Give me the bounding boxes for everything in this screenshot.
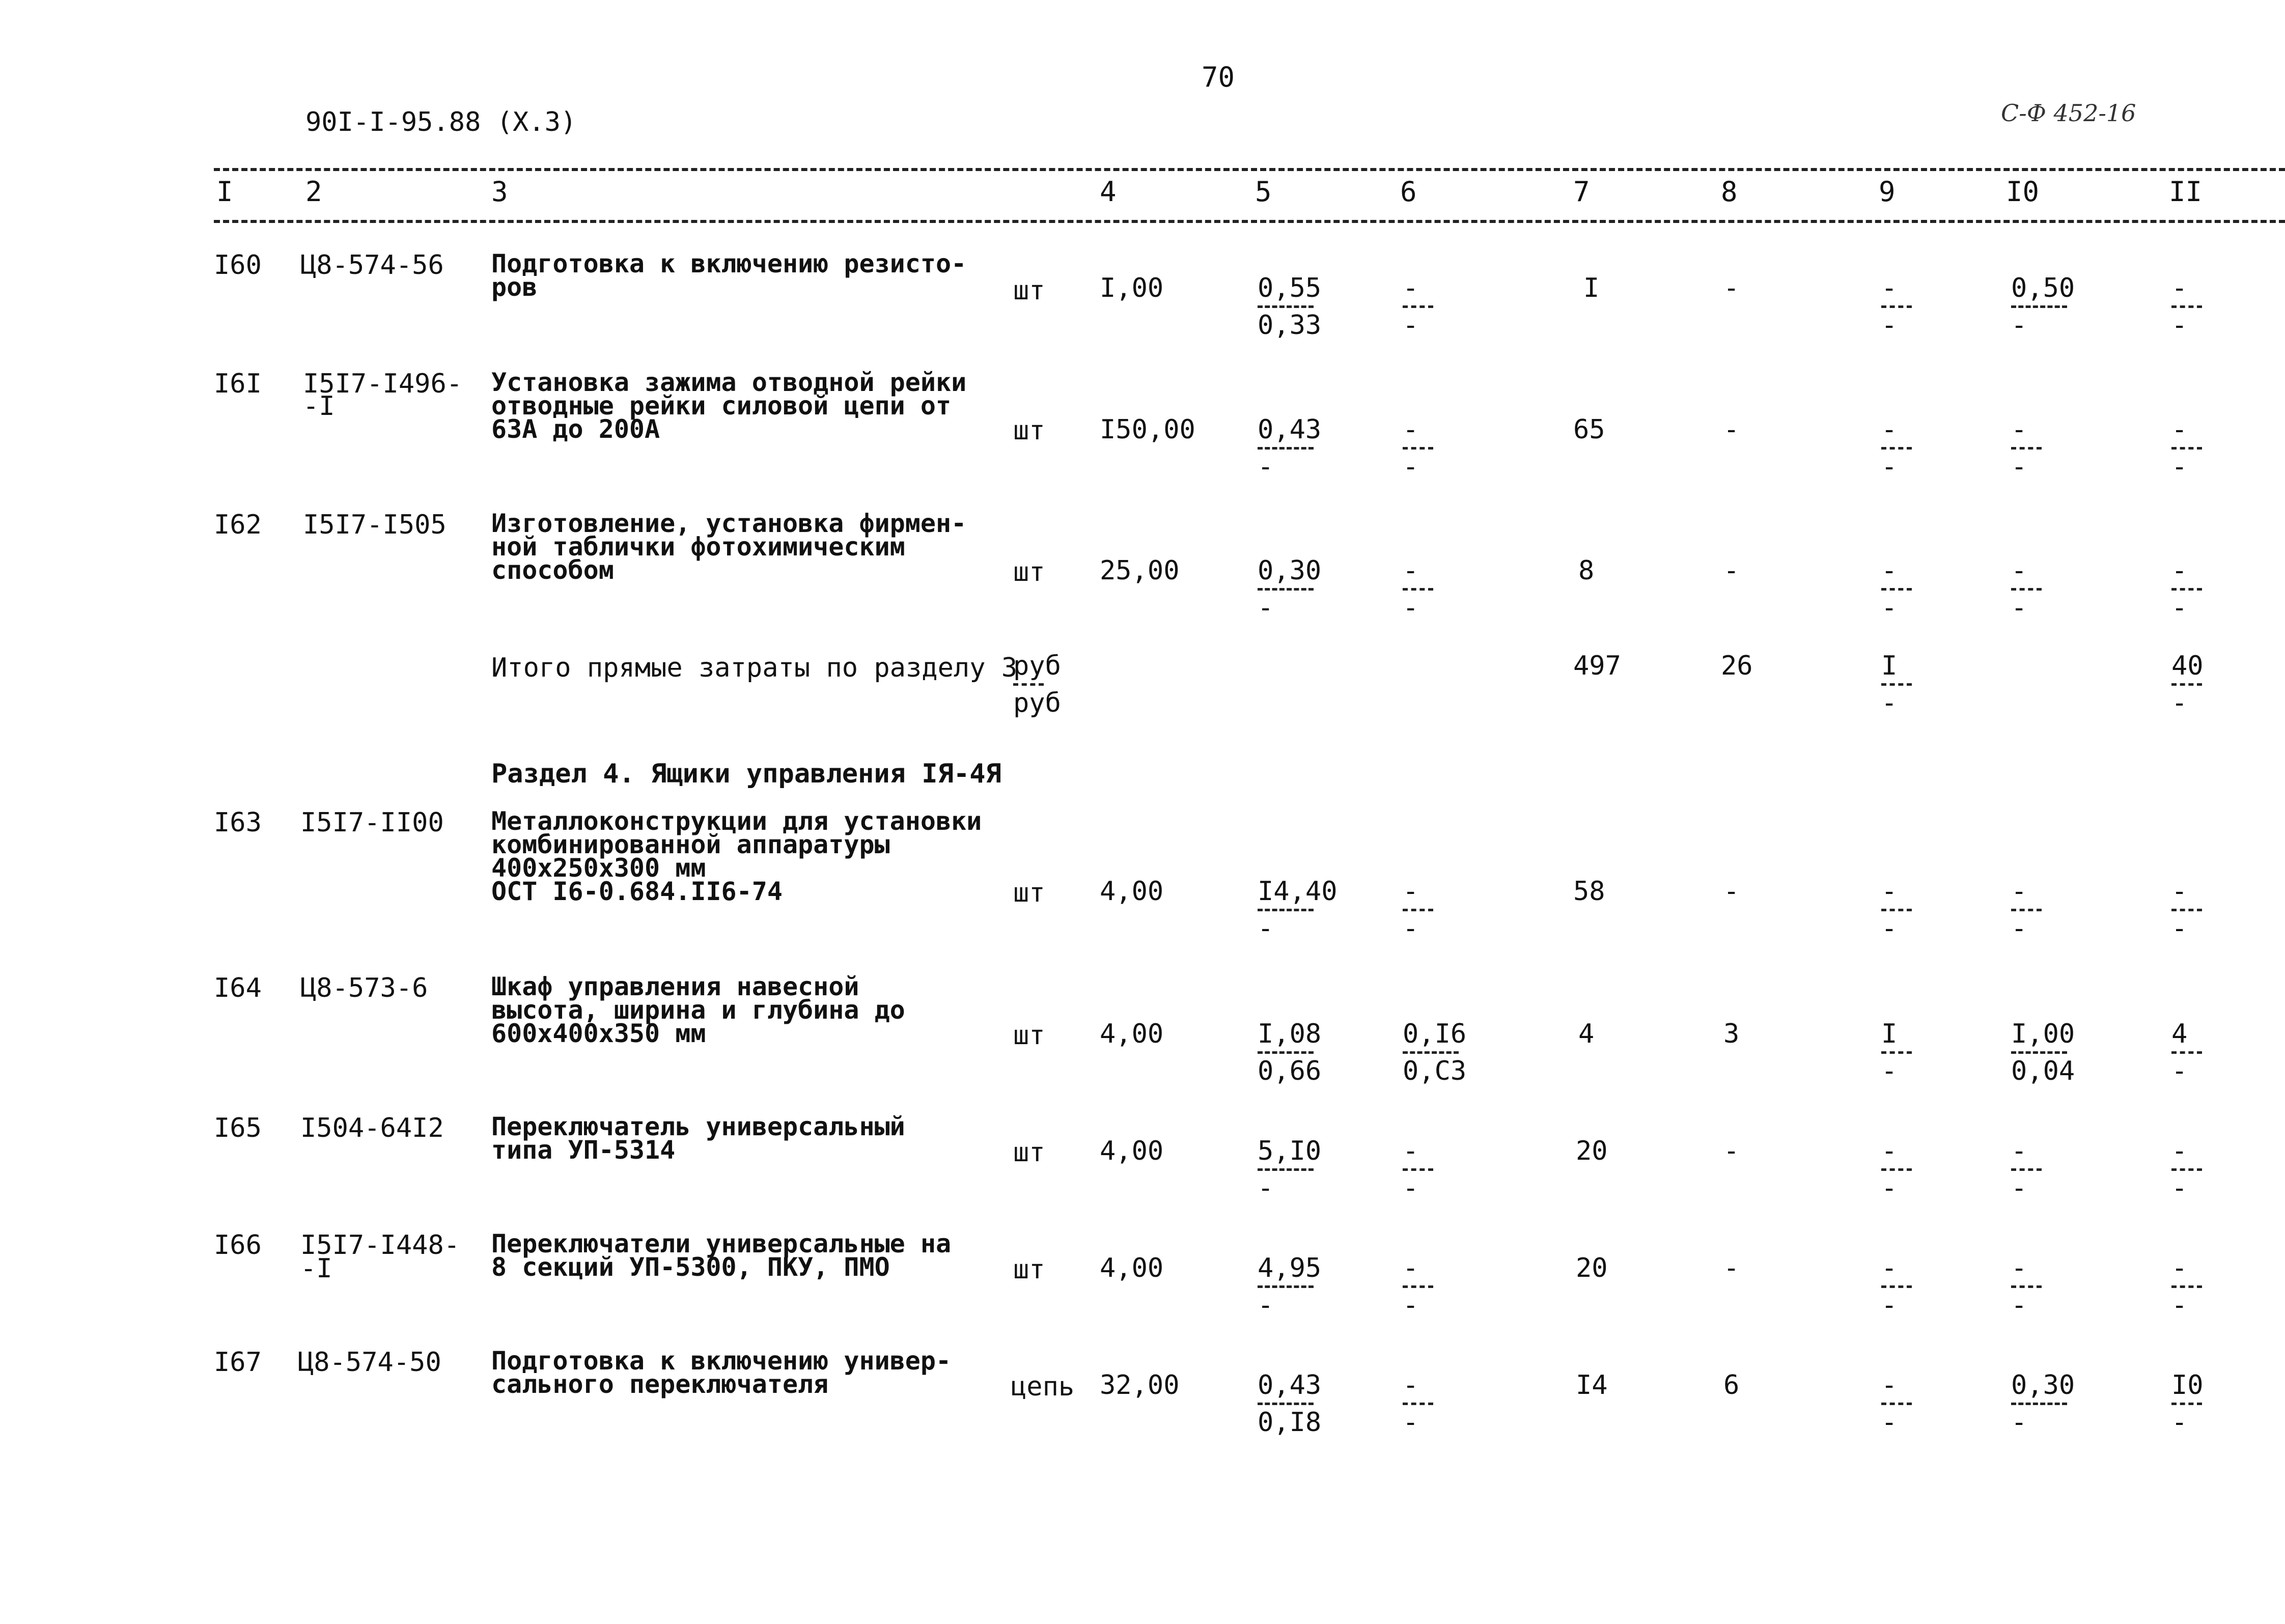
- row-number: I63: [214, 807, 262, 838]
- quantity: 25,00: [1100, 555, 1180, 586]
- col5-value: I4,40 -: [1258, 876, 1337, 944]
- total-col8: 26: [1721, 651, 1753, 681]
- unit: шт: [1013, 275, 1045, 306]
- total-col9: I -: [1881, 653, 1912, 718]
- col11-value: - -: [2171, 878, 2202, 944]
- col-head-4: 4: [1100, 176, 1117, 208]
- col9-value: - -: [1881, 275, 1912, 341]
- col6-value: - -: [1403, 557, 1433, 623]
- header-bottom-rule: [214, 220, 2285, 223]
- item-description: Подготовка к включению универ- сального переключателя: [491, 1346, 952, 1399]
- col9-value: - -: [1881, 557, 1912, 623]
- unit: цепь: [1011, 1371, 1075, 1402]
- col-head-6: 6: [1400, 176, 1417, 208]
- price-code: Ц8-574-50: [298, 1347, 441, 1378]
- col10-value: I,00 0,04: [2011, 1019, 2075, 1086]
- price-code: I5I7-I448-: [300, 1230, 460, 1261]
- col8-value: -: [1723, 414, 1740, 445]
- quantity: 4,00: [1100, 876, 1164, 907]
- col8-value: -: [1723, 273, 1740, 303]
- unit: шт: [1013, 878, 1045, 908]
- item-description: Изготовление, установка фирмен- ной таблички фотохимическим способом: [491, 509, 967, 585]
- total-col11: 40 -: [2171, 651, 2204, 718]
- col9-value: - -: [1881, 878, 1912, 944]
- unit: шт: [1013, 415, 1045, 446]
- price-code-continuation: -I: [300, 1253, 332, 1284]
- quantity: 4,00: [1100, 1136, 1164, 1166]
- col-head-11: II: [2169, 176, 2203, 208]
- section-title: Раздел 4. Ящики управления IЯ-4Я: [491, 759, 1001, 789]
- col10-value: 0,50 -: [2011, 273, 2075, 341]
- col11-value: - -: [2171, 416, 2202, 482]
- row-number: I62: [214, 510, 262, 540]
- item-description: Металлоконструкции для установки комбинированной аппаратуры 400х250х300 мм ОСТ I6-0.684.II6-74: [491, 806, 982, 906]
- col8-value: -: [1723, 1253, 1740, 1283]
- price-code: Ц8-573-6: [300, 973, 428, 1003]
- col11-value: - -: [2171, 1255, 2202, 1321]
- col-head-2: 2: [305, 176, 322, 208]
- quantity: I,00: [1100, 273, 1164, 303]
- col5-value: 5,I0 -: [1258, 1136, 1322, 1203]
- row-number: I64: [214, 973, 262, 1003]
- col7-value: 8: [1578, 555, 1595, 586]
- col7-value: 58: [1573, 876, 1605, 907]
- unit: шт: [1013, 1137, 1045, 1168]
- col5-value: I,08 0,66: [1258, 1019, 1322, 1086]
- col6-value: - -: [1403, 416, 1433, 482]
- col8-value: -: [1723, 1136, 1740, 1166]
- col-head-7: 7: [1573, 176, 1590, 208]
- unit: шт: [1013, 557, 1045, 587]
- quantity: 32,00: [1100, 1370, 1180, 1401]
- col8-value: 3: [1723, 1019, 1740, 1049]
- col7-value: I: [1583, 273, 1600, 303]
- row-number: I65: [214, 1113, 262, 1143]
- col9-value: - -: [1881, 1138, 1912, 1203]
- col5-value: 0,43 0,I8: [1258, 1370, 1322, 1438]
- col11-value: - -: [2171, 275, 2202, 341]
- col-head-3: 3: [491, 176, 508, 208]
- col10-value: - -: [2011, 416, 2042, 482]
- col10-value: - -: [2011, 1255, 2042, 1321]
- col9-value: - -: [1881, 416, 1912, 482]
- col-head-5: 5: [1255, 176, 1272, 208]
- item-description: Переключатели универсальные на 8 секций УП-5300, ПКУ, ПМО: [491, 1229, 952, 1282]
- total-label: Итого прямые затраты по разделу 3: [491, 653, 1018, 683]
- col10-value: - -: [2011, 878, 2042, 944]
- col8-value: -: [1723, 555, 1740, 586]
- item-description: Шкаф управления навесной высота, ширина и глубина до 600х400х350 мм: [491, 972, 905, 1048]
- col5-value: 4,95 -: [1258, 1253, 1322, 1321]
- col6-value: - -: [1403, 1255, 1433, 1321]
- document-code: 90I-I-95.88 (X.3): [305, 107, 577, 137]
- col8-value: -: [1723, 876, 1740, 907]
- total-col7: 497: [1573, 651, 1621, 681]
- col6-value: - -: [1403, 878, 1433, 944]
- col5-value: 0,30 -: [1258, 555, 1322, 623]
- archive-stamp: С-Ф 452-16: [2001, 99, 2136, 127]
- item-description: Переключатель универсальный типа УП-5314: [491, 1112, 905, 1165]
- col10-value: - -: [2011, 1138, 2042, 1203]
- row-number: I60: [214, 250, 262, 281]
- row-number: I6I: [214, 369, 262, 399]
- col9-value: - -: [1881, 1255, 1912, 1321]
- col-head-10: I0: [2006, 176, 2040, 208]
- col10-value: 0,30 -: [2011, 1370, 2075, 1438]
- price-code: I5I7-I496-: [303, 369, 463, 399]
- price-code: I504-64I2: [300, 1113, 444, 1143]
- col6-value: 0,I6 0,C3: [1403, 1019, 1467, 1086]
- page-number: 70: [1202, 61, 1235, 93]
- col7-value: 20: [1576, 1136, 1608, 1166]
- col6-value: - -: [1403, 1138, 1433, 1203]
- col11-value: 4 -: [2171, 1021, 2202, 1086]
- price-code-continuation: -I: [303, 391, 335, 422]
- price-code: I5I7-I505: [303, 510, 447, 540]
- col7-value: I4: [1576, 1370, 1608, 1401]
- col8-value: 6: [1723, 1370, 1740, 1401]
- item-description: Подготовка к включению резисто- ров: [491, 249, 967, 302]
- row-number: I67: [214, 1347, 262, 1378]
- col9-value: I -: [1881, 1021, 1912, 1086]
- price-code: I5I7-II00: [300, 807, 444, 838]
- unit: шт: [1013, 1020, 1045, 1051]
- col6-value: - -: [1403, 275, 1433, 341]
- col7-value: 65: [1573, 414, 1605, 445]
- quantity: I50,00: [1100, 414, 1195, 445]
- col11-value: I0 -: [2171, 1370, 2204, 1438]
- col10-value: - -: [2011, 557, 2042, 623]
- col7-value: 4: [1578, 1019, 1595, 1049]
- quantity: 4,00: [1100, 1253, 1164, 1283]
- row-number: I66: [214, 1230, 262, 1261]
- col9-value: - -: [1881, 1372, 1912, 1438]
- item-description: Установка зажима отводной рейки отводные рейки силовой цепи от 63А до 200А: [491, 368, 967, 444]
- col6-value: - -: [1403, 1372, 1433, 1438]
- col5-value: 0,43 -: [1258, 414, 1322, 482]
- col-head-9: 9: [1879, 176, 1896, 208]
- col-head-1: I: [216, 176, 233, 208]
- col7-value: 20: [1576, 1253, 1608, 1283]
- price-code: Ц8-574-56: [300, 250, 444, 281]
- col5-value: 0,55 0,33: [1258, 273, 1322, 341]
- quantity: 4,00: [1100, 1019, 1164, 1049]
- col11-value: - -: [2171, 1138, 2202, 1203]
- header-top-rule: [214, 168, 2285, 171]
- total-unit: руб руб: [1013, 651, 1061, 718]
- unit: шт: [1013, 1254, 1045, 1285]
- col11-value: - -: [2171, 557, 2202, 623]
- col-head-8: 8: [1721, 176, 1738, 208]
